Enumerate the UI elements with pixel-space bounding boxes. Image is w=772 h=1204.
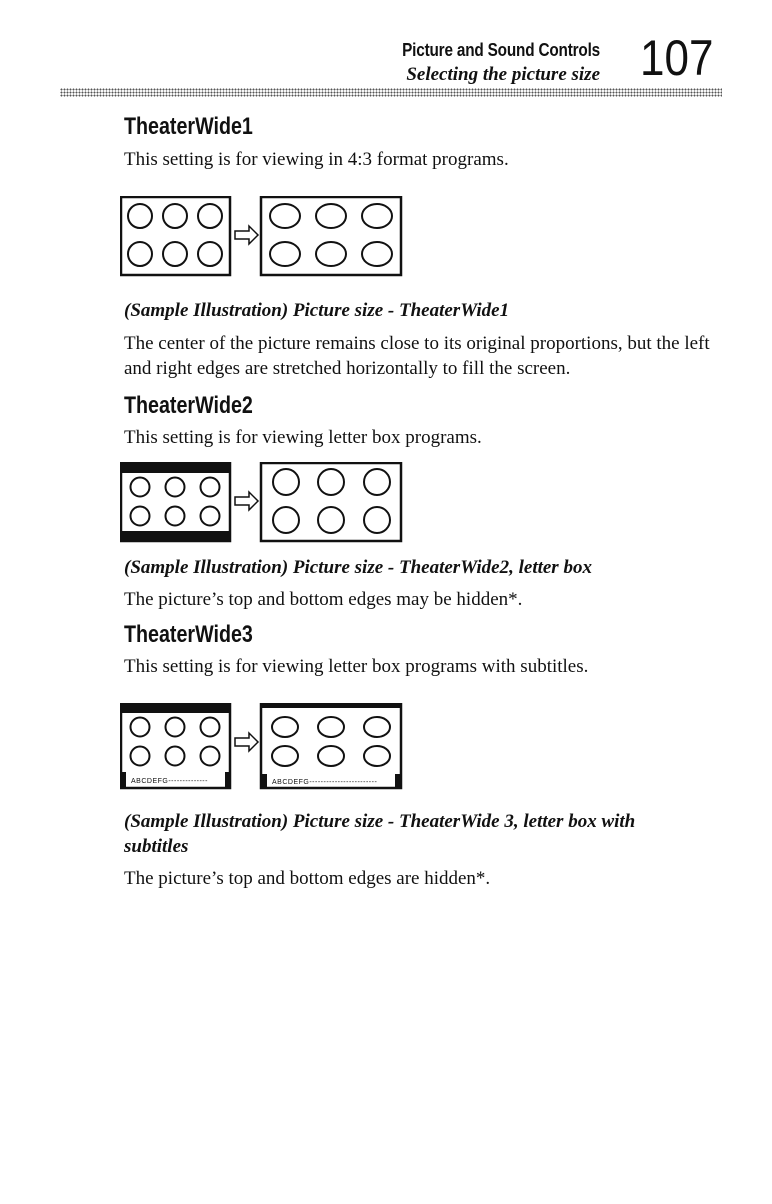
illustration-caption: (Sample Illustration) Picture size - TheaterWide2, letter box xyxy=(124,557,592,578)
arrow-icon xyxy=(235,492,258,510)
screen-before xyxy=(121,197,230,275)
section-body: The picture’s top and bottom edges are hidden*. xyxy=(124,868,491,889)
header-divider xyxy=(60,88,722,97)
section-intro: This setting is for viewing in 4:3 format programs. xyxy=(124,149,509,170)
illustration-caption: (Sample Illustration) Picture size - TheaterWide1 xyxy=(124,300,510,321)
section-heading-theaterwide2: TheaterWide2 xyxy=(124,392,253,419)
arrow-icon xyxy=(235,226,258,244)
screen-before xyxy=(121,463,230,541)
illustration-theaterwide3 xyxy=(120,703,410,793)
subtitle-sample-before: ABCDEFG-------------- xyxy=(131,778,208,785)
screen-after xyxy=(261,704,401,788)
screen-after xyxy=(261,463,401,541)
running-header-title: Picture and Sound Controls xyxy=(402,40,600,60)
section-intro: This setting is for viewing letter box programs with subtitles. xyxy=(124,656,589,677)
screen-before xyxy=(121,704,230,788)
screen-after xyxy=(261,197,401,275)
illustration-theaterwide2 xyxy=(120,462,410,544)
illustration-caption: (Sample Illustration) Picture size - TheaterWide 3, letter box with subtitles xyxy=(124,811,636,857)
subtitle-sample-after: ABCDEFG------------------------ xyxy=(272,779,378,786)
section-heading-theaterwide3: TheaterWide3 xyxy=(124,621,253,648)
running-header-subtitle: Selecting the picture size xyxy=(406,64,600,85)
section-body: The center of the picture remains close to its original proportions, but the left and right edges are stretched horizontally to fill the screen. xyxy=(124,333,710,379)
section-heading-theaterwide1: TheaterWide1 xyxy=(124,113,253,140)
section-intro: This setting is for viewing letter box programs. xyxy=(124,427,482,448)
page-number: 107 xyxy=(640,30,714,86)
section-body: The picture’s top and bottom edges may be hidden*. xyxy=(124,589,523,610)
arrow-icon xyxy=(235,733,258,751)
illustration-theaterwide1 xyxy=(120,196,410,278)
